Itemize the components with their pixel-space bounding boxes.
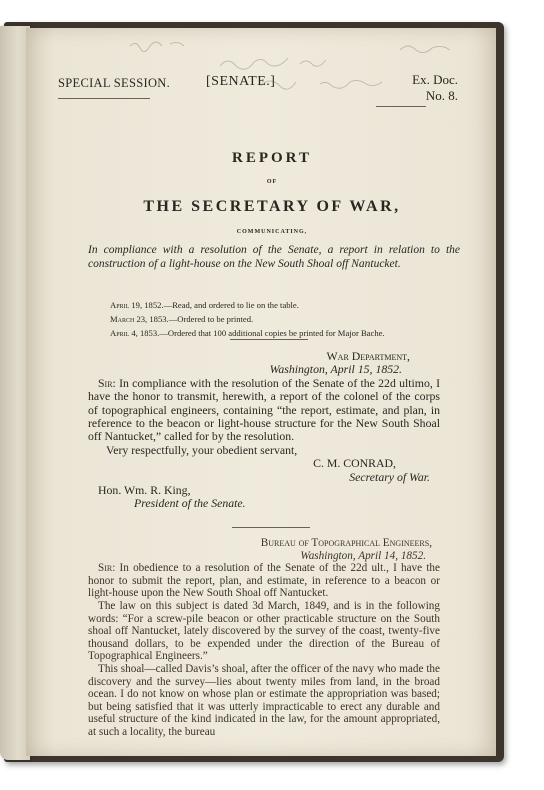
intro-paragraph: In compliance with a resolution of the Senate, a report in relation to the construction of a light-house on the New South Shoal off Nantucket.	[88, 244, 460, 270]
report-title: REPORT	[232, 150, 312, 166]
letter-salutation: Sir:	[98, 375, 116, 390]
signature-title: Secretary of War.	[349, 469, 430, 484]
letter-war-department	[88, 350, 440, 511]
ex-doc-line: Ex. Doc.	[412, 72, 458, 87]
header-rule-right	[376, 106, 426, 107]
letter-department: Bureau of Topographical Engineers,	[260, 537, 432, 549]
title-of: OF	[266, 179, 278, 185]
entry-text: —Read, and ordered to lie on the table.	[163, 300, 299, 310]
entry-date: April 4, 1853.	[110, 328, 160, 338]
secretary-title: THE SECRETARY OF WAR,	[143, 198, 401, 215]
proceeding-entry	[110, 298, 470, 312]
letter-paragraph: The law on this subject is dated 3d March, 1849, and is in the following words: “For a screw-pile beacon or other practicable structure on the South shoal off Nantucket, lately discovered by the survey of the coast, twenty-five thousand dollars, to be expended under the direction of the Bureau of Topographical Engineers.”	[88, 599, 440, 663]
session-label	[58, 76, 170, 91]
letter-signature: C. M. CONRAD,	[313, 456, 396, 471]
entry-date: March 23, 1853.	[110, 314, 169, 324]
header-rule-left	[58, 98, 150, 99]
entry-text: —Ordered to be printed.	[168, 314, 254, 324]
proceedings-list	[110, 298, 470, 340]
proceeding-entry	[110, 312, 470, 326]
letter-body: In compliance with the resolution of the Senate of the 22d ultimo, I have the honor to transmit, herewith, a report of the colonel of the corps of topographical engineers, containing “the report, estimate, and plan, in reference to the beacon or light-house structure for the New South Shoal off Nantucket,” called for by the resolution.	[88, 375, 440, 444]
session-initial-2: S	[113, 76, 122, 90]
section-rule	[230, 339, 308, 340]
addressee-title: President of the Senate.	[134, 496, 246, 511]
letter-addressee: Hon. Wm. R. King,	[98, 483, 191, 498]
section-rule-2	[232, 527, 310, 528]
letter-place-date: Washington, April 15, 1852.	[269, 362, 402, 377]
letter-salutation: Sir:	[98, 562, 116, 575]
letter-department: War Department,	[326, 349, 410, 363]
document-header	[58, 72, 458, 108]
entry-date: April 19, 1852.	[110, 300, 164, 310]
session-word: PECIAL	[65, 76, 114, 90]
ex-doc-number	[412, 72, 458, 104]
session-word-2: ESSION.	[121, 76, 171, 90]
letter-place-date: Washington, April 14, 1852.	[300, 549, 426, 562]
communicating-label: COMMUNICATING,	[236, 229, 308, 235]
letter-paragraph: In obedience to a resolution of the Senate of the 22d ult., I have the honor to submit the report, plan, and estimate, in reference to a beacon or light-house upon the New South Shoal off Nantucket.	[88, 562, 440, 600]
letter-topographical-bureau	[88, 537, 440, 739]
proceeding-entry	[110, 326, 470, 340]
letter-paragraph: This shoal—called Davis’s shoal, after the officer of the navy who made the discovery and the survey—lies about twenty miles from land, in the broad ocean. I do not know on whose plan or estimate the appropriation was based; but being satisfied that it was utterly impracticable to erect any durable and useful structure of the kind indicated in the law, for the amount appropriated, at such a locality, the bureau	[88, 662, 440, 738]
doc-number-line: No. 8.	[425, 88, 458, 103]
senate-label: [SENATE.]	[206, 74, 276, 89]
entry-text: —Ordered that 100 additional copies be printed for Major Bache.	[159, 328, 385, 338]
letter-closing: Very respectfully, your obedient servant,	[106, 442, 298, 457]
session-initial: S	[58, 76, 66, 90]
